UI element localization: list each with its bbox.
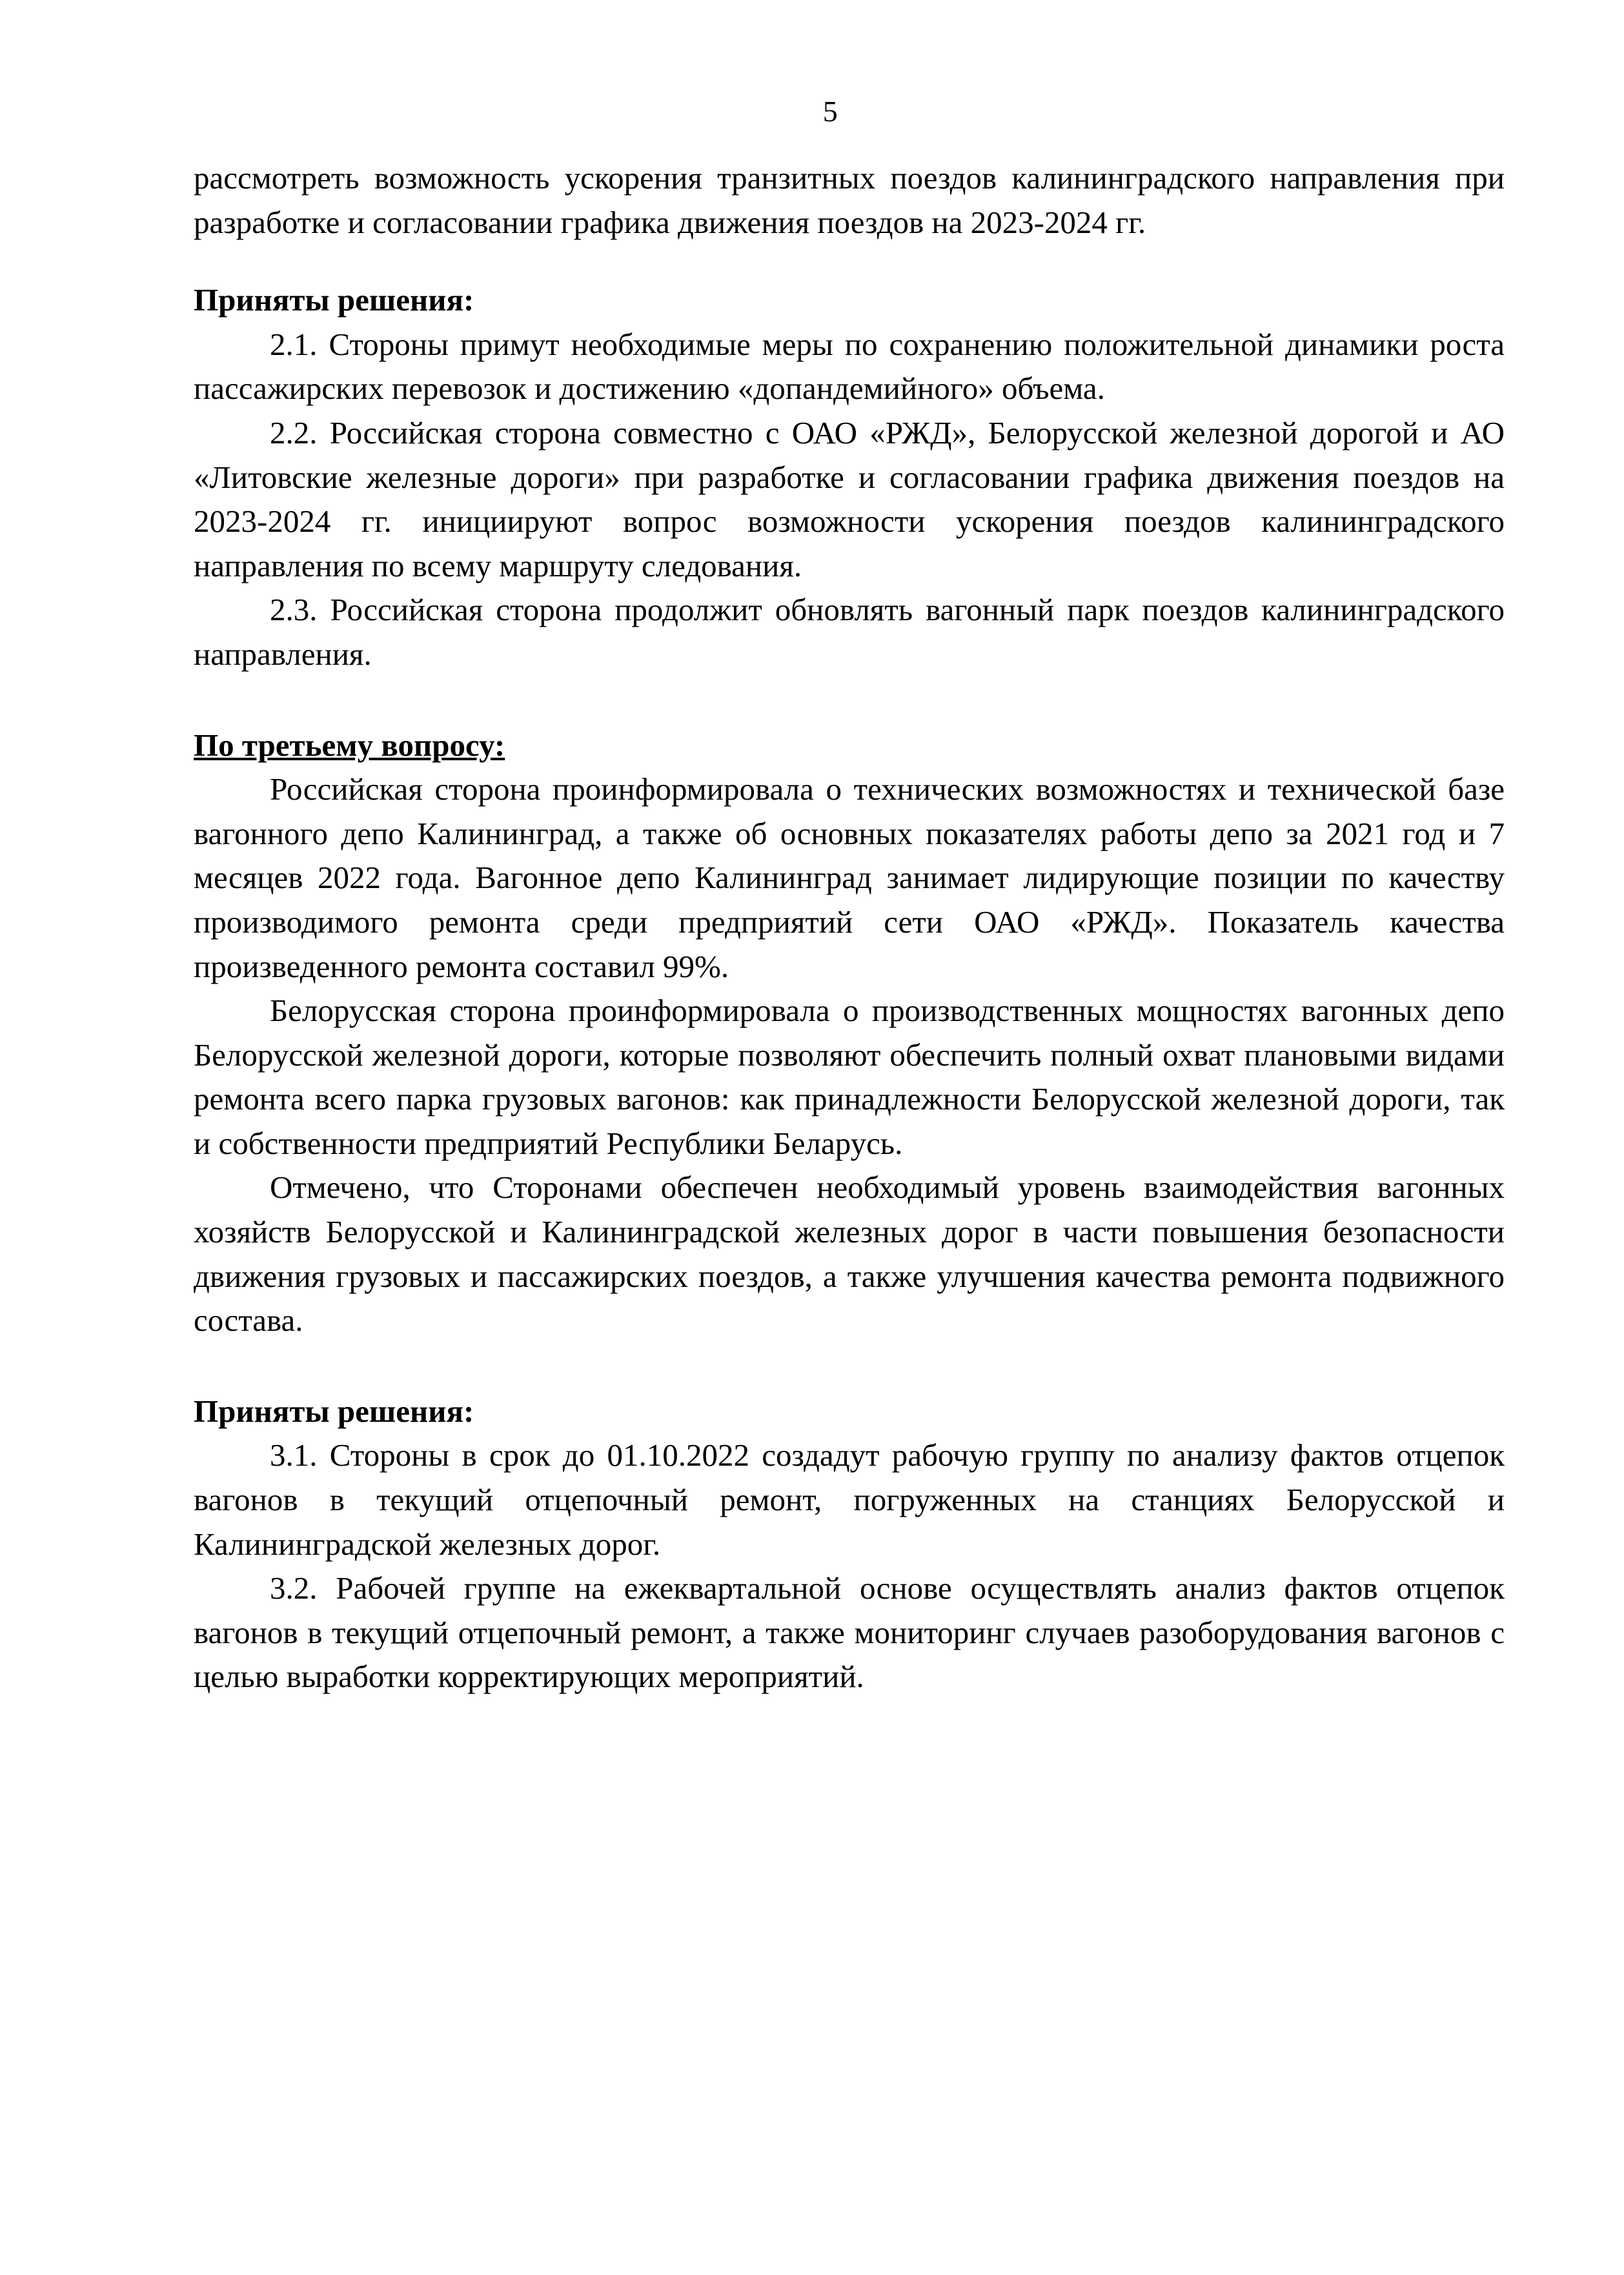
heading-decisions-section-2: Приняты решения:	[194, 282, 474, 318]
paragraph-continued: рассмотреть возможность ускорения транзитных поездов калининградского направления при разработке и согласовании графика движения поездов на 2023-2024 гг.	[194, 160, 1505, 240]
spacer	[194, 245, 1505, 278]
decision-item-3-2: 3.2. Рабочей группе на ежеквартальной основе осуществлять анализ фактов отцепок вагонов в текущий отцепочный ремонт, а также мониторинг случаев разоборудования вагонов с целью выработки корректирующих мероприятий.	[194, 1570, 1505, 1695]
document-body	[194, 156, 1505, 1699]
spacer	[194, 677, 1505, 723]
spacer	[194, 1343, 1505, 1390]
paragraph-3-noted: Отмечено, что Сторонами обеспечен необходимый уровень взаимодействия вагонных хозяйств Белорусской и Калининградской железных дорог в части повышения безопасности движения грузовых и пассажирских поездов, а также улучшения качества ремонта подвижного состава.	[194, 1169, 1505, 1339]
page-number: 5	[822, 95, 838, 128]
decision-item-2-3: 2.3. Российская сторона продолжит обновлять вагонный парк поездов калининградского направления.	[194, 592, 1505, 672]
decision-item-2-1: 2.1. Стороны примут необходимые меры по сохранению положительной динамики роста пассажирских перевозок и достижению «допандемийного» объема.	[194, 326, 1505, 407]
heading-decisions-section-3: Приняты решения:	[194, 1393, 474, 1429]
decision-item-3-1: 3.1. Стороны в срок до 01.10.2022 создадут рабочую группу по анализу фактов отцепок вагонов в текущий отцепочный ремонт, погруженных на станциях Белорусской и Калининградской железных дорог.	[194, 1437, 1505, 1562]
decision-item-2-2: 2.2. Российская сторона совместно с ОАО «РЖД», Белорусской железной дорогой и АО «Литовские железные дороги» при разработке и согласовании графика движения поездов на 2023-2024 гг. инициируют вопрос возможности ускорения поездов калининградского направления по всему маршруту следования.	[194, 414, 1505, 583]
paragraph-3-belarusian-side: Белорусская сторона проинформировала о производственных мощностях вагонных депо Белорусской железной дороги, которые позволяют обеспечить полный охват плановыми видами ремонта всего парка грузовых вагонов: как принадлежности Белорусской железной дороги, так и собственности предприятий Республики Беларусь.	[194, 993, 1505, 1161]
paragraph-3-russian-side: Российская сторона проинформировала о технических возможностях и технической базе вагонного депо Калининград, а также об основных показателях работы депо за 2021 год и 7 месяцев 2022 года. Вагонное депо Калининград занимает лидирующие позиции по качеству производимого ремонта среди предприятий сети ОАО «РЖД». Показатель качества произведенного ремонта составил 99%.	[194, 771, 1505, 984]
heading-section-3: По третьему вопросу:	[194, 727, 505, 763]
